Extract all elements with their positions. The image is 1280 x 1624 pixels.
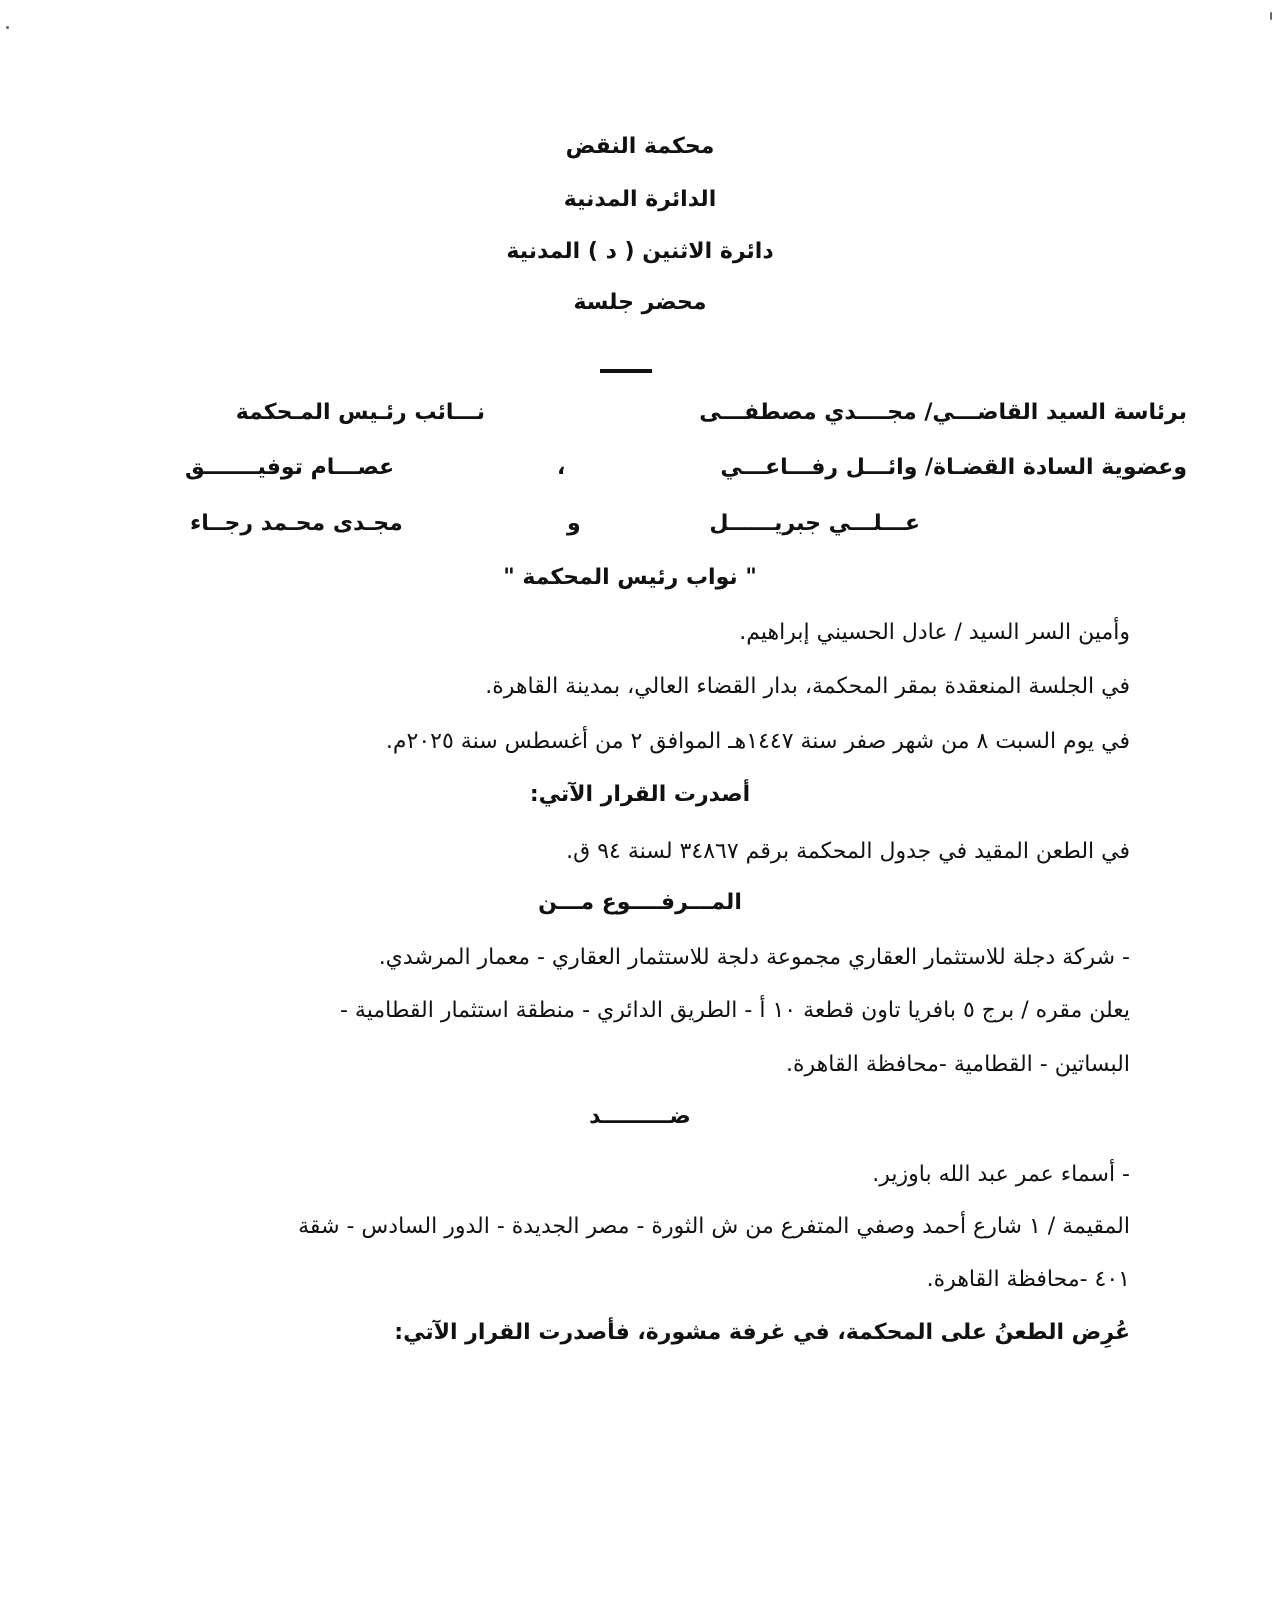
court-name: محكمة النقض	[565, 134, 715, 159]
secretary-line: وأمين السر السيد / عادل الحسيني إبراهيم.	[739, 620, 1130, 645]
division-name: الدائرة المدنية	[563, 187, 717, 212]
appellant-address-1: يعلن مقره / برج ٥ بافريا تاون قطعة ١٠ أ - الطريق الدائري - منطقة استثمار القطامية -	[339, 998, 1130, 1023]
against-heading: ضـــــــــد	[589, 1104, 691, 1129]
scan-speck	[1270, 12, 1272, 20]
members-separator-1: ،	[557, 455, 566, 480]
session-venue: في الجلسة المنعقدة بمقر المحكمة، بدار القضاء العالي، بمدينة القاهرة.	[485, 674, 1130, 699]
member-2: عصـــام توفيـــــــق	[185, 455, 395, 480]
respondent-address-1: المقيمة / ١ شارع أحمد وصفي المتفرع من ش الثورة - مصر الجديدة - الدور السادس - شقة	[298, 1214, 1130, 1239]
session-date: في يوم السبت ٨ من شهر صفر سنة ١٤٤٧هـ الموافق ٢ من أغسطس سنة ٢٠٢٥م.	[385, 729, 1130, 754]
members-separator-2: و	[567, 511, 581, 536]
presiding-judge: برئاسة السيد القاضـــي/ مجــــدي مصطفـــى	[699, 400, 1187, 425]
presiding-title: نـــائب رئـيس المـحكمة	[235, 400, 485, 425]
members-title: " نواب رئيس المحكمة "	[503, 565, 757, 590]
members-line: وعضوية السادة القضـاة/ وائـــل رفـــاعـــي	[720, 455, 1187, 480]
circuit-name: دائرة الاثنين ( د ) المدنية	[506, 239, 774, 264]
appellant-address-2: البساتين - القطامية -محافظة القاهرة.	[785, 1052, 1130, 1077]
decision-heading: أصدرت القرار الآتي:	[529, 782, 751, 807]
respondent-address-2: ٤٠١ -محافظة القاهرة.	[926, 1267, 1130, 1292]
appeal-number: في الطعن المقيد في جدول المحكمة برقم ٣٤٨٦٧ لسنة ٩٤ ق.	[566, 839, 1130, 864]
scan-speck	[6, 26, 9, 29]
appellant-name: - شركة دجلة للاستثمار العقاري مجموعة دلجة للاستثمار العقاري - معمار المرشدي.	[378, 945, 1130, 970]
member-4: مجـدى محـمد رجــاء	[190, 511, 403, 536]
record-title: محضر جلسة	[573, 290, 707, 315]
header-divider	[600, 369, 652, 373]
member-3: عـــلـــي جبريــــــل	[709, 511, 920, 536]
closing-statement: عُرِض الطعنُ على المحكمة، في غرفة مشورة، فأصدرت القرار الآتي:	[394, 1320, 1130, 1345]
appellant-heading: المـــرفــــوع مـــن	[538, 890, 742, 915]
respondent-name: - أسماء عمر عبد الله باوزير.	[872, 1162, 1130, 1187]
